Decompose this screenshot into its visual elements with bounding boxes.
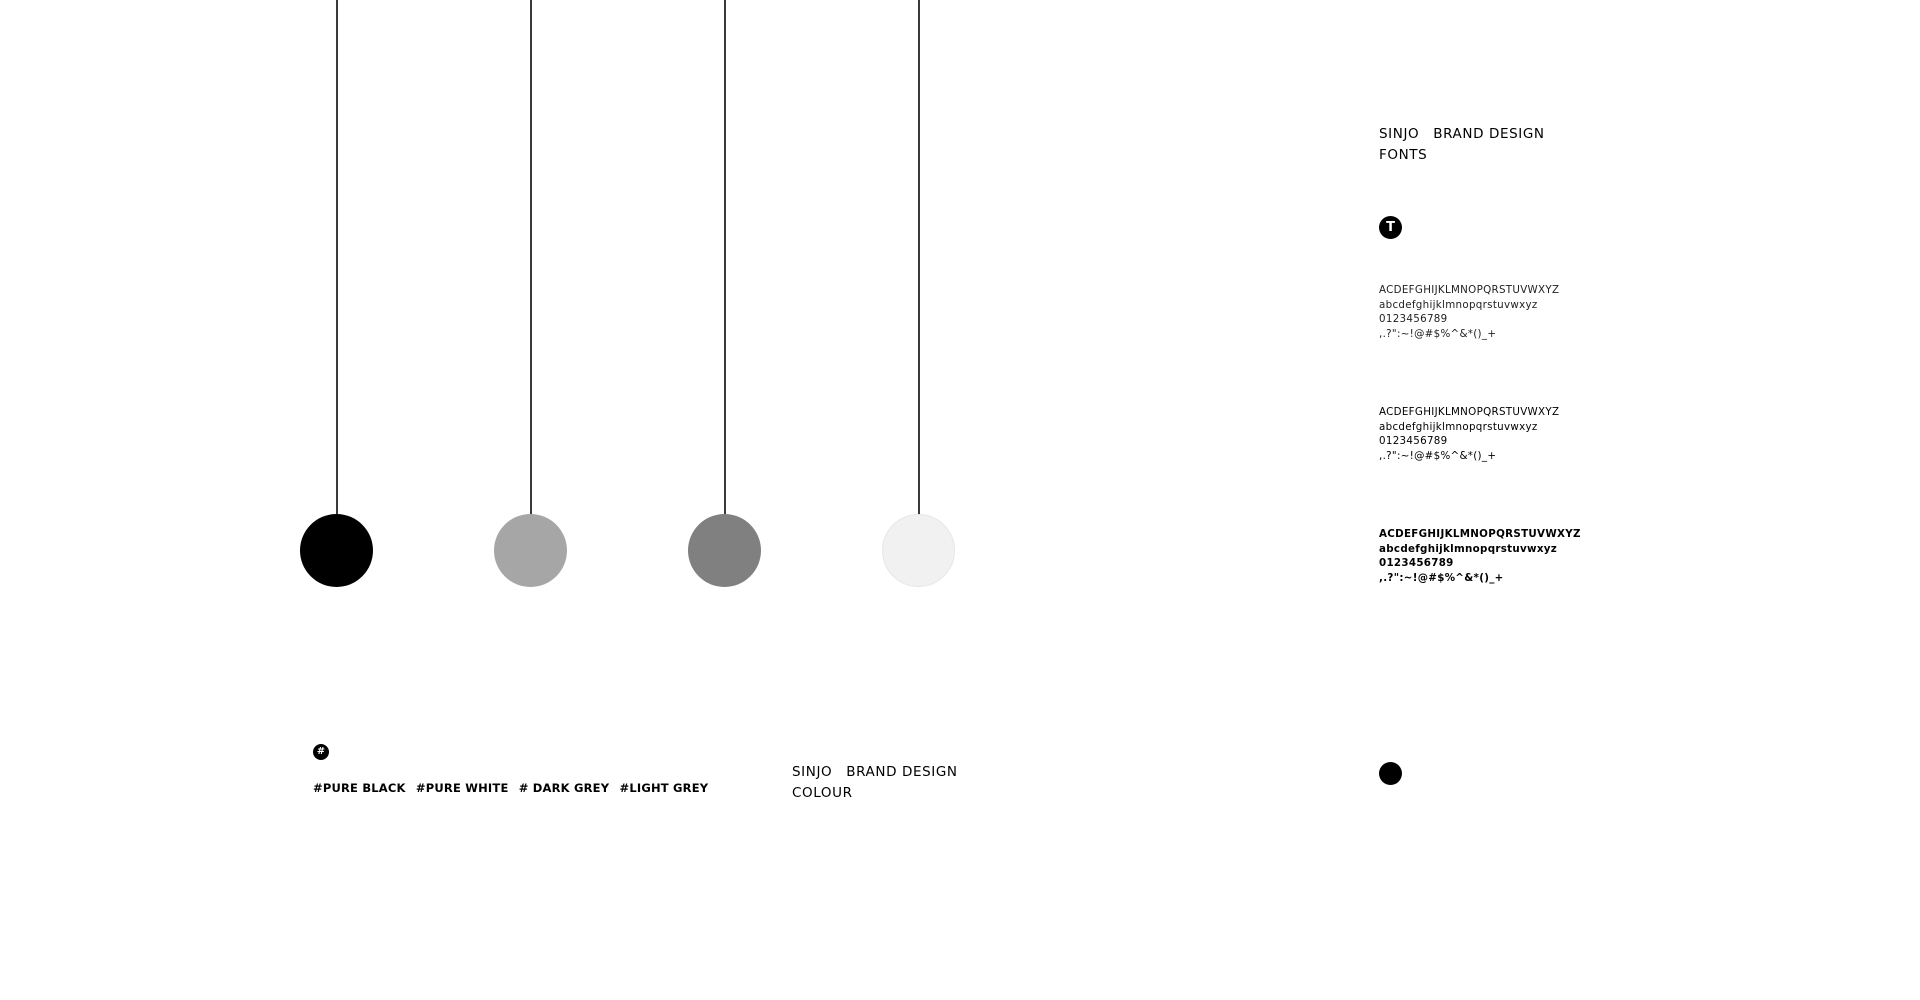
specimen-uppercase: ACDEFGHIJKLMNOPQRSTUVWXYZ: [1379, 284, 1560, 296]
swatch-light-grey: [882, 514, 955, 587]
colour-heading: [792, 762, 958, 804]
dot-marker: [1379, 762, 1402, 785]
font-specimen-light: [1379, 283, 1559, 341]
fonts-heading-subtitle: FONTS: [1379, 147, 1428, 163]
specimen-symbols: ,.?":~!@#$%^&*()_+: [1379, 449, 1497, 462]
typeface-icon: T: [1379, 216, 1402, 239]
colour-names: [313, 781, 714, 795]
swatch-pure-black: [300, 514, 373, 587]
specimen-lowercase: abcdefghijklmnopqrstuvwxyz: [1379, 298, 1538, 311]
colour-name-dark-grey: # DARK GREY: [518, 781, 610, 795]
specimen-lowercase: abcdefghijklmnopqrstuvwxyz: [1379, 542, 1558, 555]
specimen-symbols: ,.?":~!@#$%^&*()_+: [1379, 571, 1504, 584]
swatch-string-3: [724, 0, 726, 515]
hash-icon: #: [313, 744, 329, 760]
specimen-digits: 0123456789: [1379, 557, 1454, 569]
fonts-heading-brand: SINJO: [1379, 126, 1420, 142]
specimen-uppercase: ACDEFGHIJKLMNOPQRSTUVWXYZ: [1379, 406, 1560, 418]
specimen-symbols: ,.?":~!@#$%^&*()_+: [1379, 327, 1497, 340]
specimen-uppercase: ACDEFGHIJKLMNOPQRSTUVWXYZ: [1379, 528, 1581, 540]
swatch-pure-white: [494, 514, 567, 587]
colour-heading-title: BRAND DESIGN: [846, 764, 958, 780]
fonts-heading-title: BRAND DESIGN: [1433, 126, 1545, 142]
colour-heading-subtitle: COLOUR: [792, 785, 853, 801]
swatch-string-1: [336, 0, 338, 515]
colour-heading-brand: SINJO: [792, 764, 833, 780]
font-specimen-regular: [1379, 405, 1559, 463]
specimen-digits: 0123456789: [1379, 313, 1448, 325]
colour-name-pure-white: #PURE WHITE: [415, 781, 509, 795]
specimen-digits: 0123456789: [1379, 435, 1448, 447]
colour-name-light-grey: #LIGHT GREY: [619, 781, 709, 795]
font-specimen-bold: [1379, 527, 1581, 585]
specimen-lowercase: abcdefghijklmnopqrstuvwxyz: [1379, 420, 1538, 433]
colour-name-pure-black: #PURE BLACK: [313, 781, 406, 795]
swatch-string-2: [530, 0, 532, 515]
fonts-heading: [1379, 124, 1545, 166]
swatch-dark-grey: [688, 514, 761, 587]
swatch-string-4: [918, 0, 920, 515]
